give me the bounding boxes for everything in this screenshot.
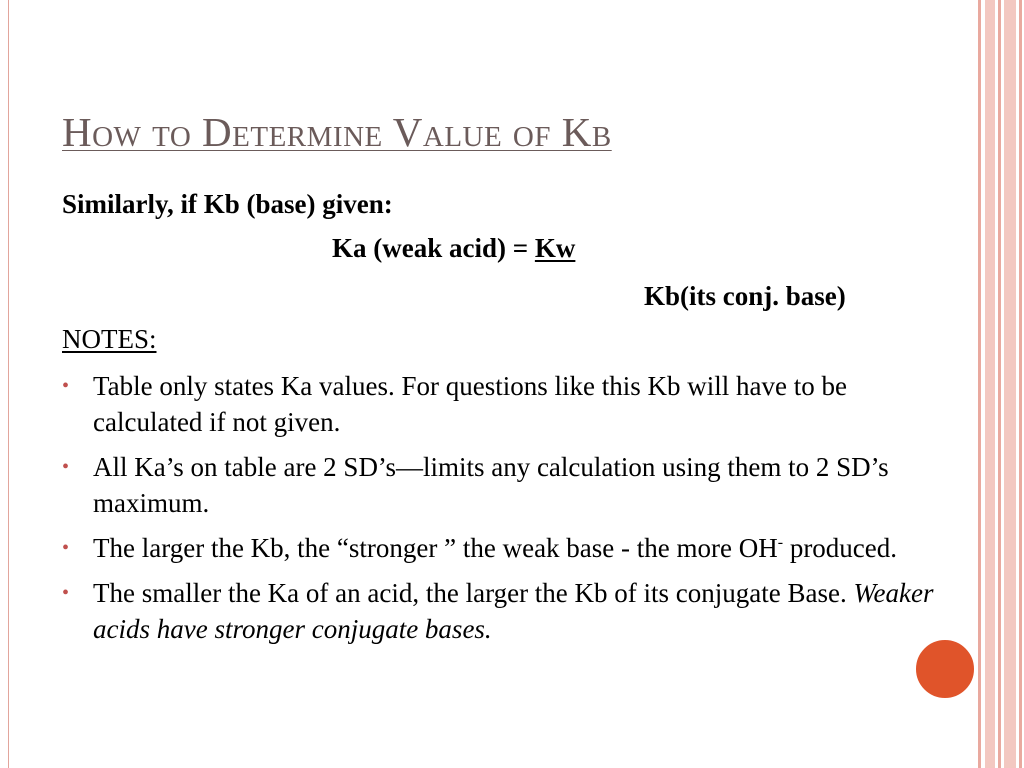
notes-heading: NOTES: <box>62 324 157 354</box>
ka-formula <box>332 235 575 262</box>
kw-numerator: Kw <box>534 233 576 263</box>
note-text: The smaller the Ka of an acid, the larger the Kb of its conjugate Base. <box>93 578 854 608</box>
note-emphasis: Weaker acids have stronger conjugate bases. <box>93 578 934 644</box>
ka-label: Ka (weak acid) = <box>332 233 535 263</box>
slide-title: How to Determine Value of Kb <box>62 109 612 155</box>
note-text: All Ka’s on table are 2 SD’s—limits any calculation using them to 2 SD’s maximum. <box>93 452 889 518</box>
note-text: Table only states Ka values. For questions like this Kb will have to be calculated if not given. <box>93 371 847 437</box>
stripe <box>998 0 1001 768</box>
accent-circle <box>914 638 976 700</box>
note-item <box>62 449 942 521</box>
frame-right-stripes <box>978 0 1024 768</box>
superscript-minus: - <box>777 534 784 551</box>
bullet-icon: • <box>62 456 70 478</box>
stripe <box>1004 0 1016 768</box>
note-item <box>62 575 942 647</box>
note-text-after: produced. <box>783 533 898 563</box>
stripe <box>985 0 995 768</box>
bullet-icon: • <box>62 582 70 604</box>
note-item <box>62 368 942 440</box>
bullet-icon: • <box>62 375 70 397</box>
notes-list <box>62 368 942 656</box>
stripe <box>1019 0 1022 768</box>
note-text: The larger the Kb, the “stronger ” the weak base - the more OH <box>93 533 778 563</box>
note-item <box>62 530 942 566</box>
bullet-icon: • <box>62 537 70 559</box>
stripe <box>978 0 981 768</box>
intro-line: Similarly, if Kb (base) given: <box>62 189 393 219</box>
kb-denominator: Kb(its conj. base) <box>644 281 846 311</box>
frame-left-line <box>8 0 9 768</box>
